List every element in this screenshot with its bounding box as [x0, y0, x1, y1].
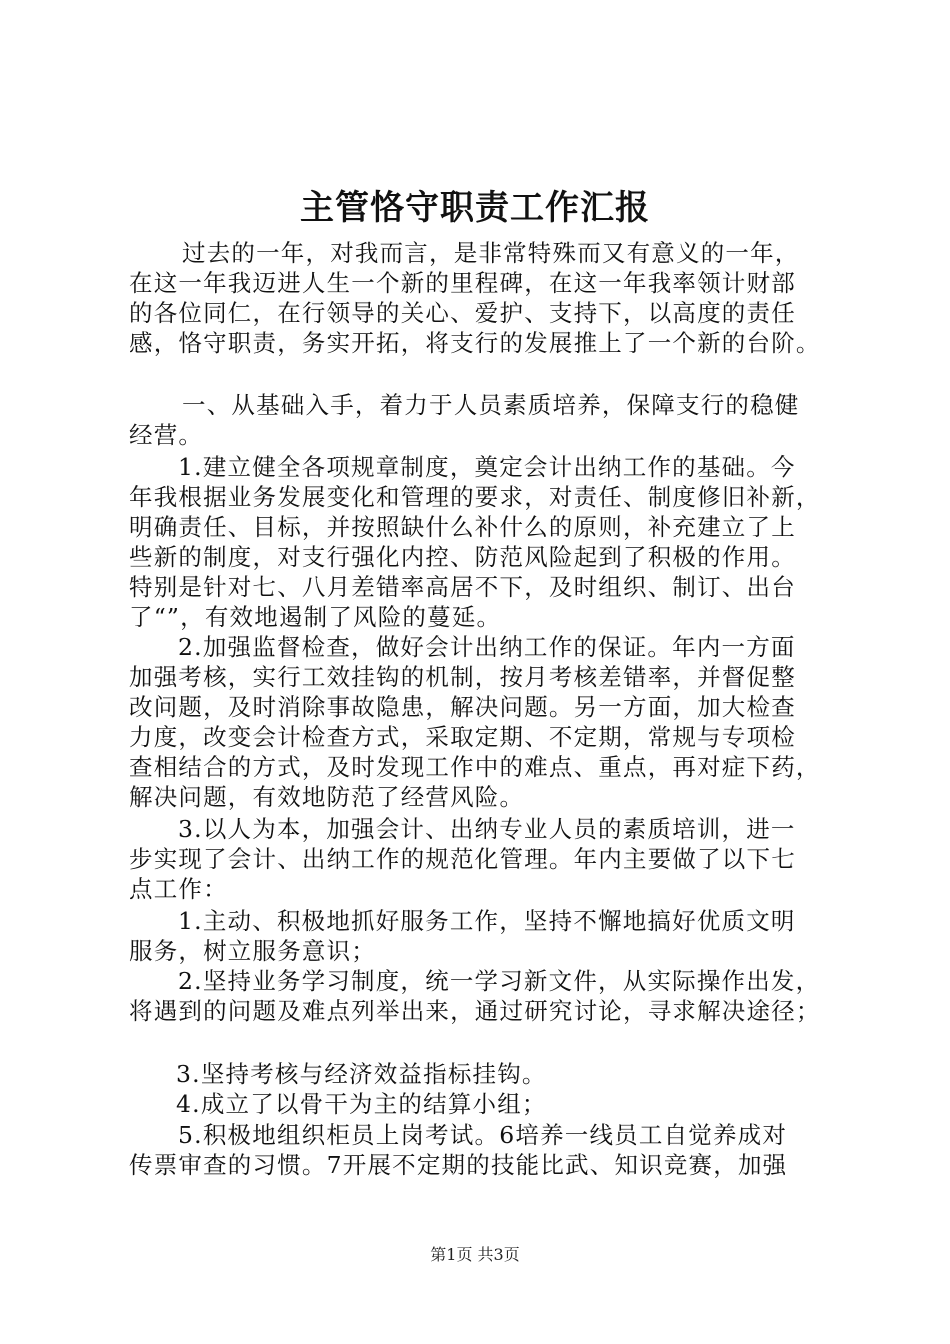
text-line: 解决问题，有效地防范了经营风险。	[129, 783, 525, 811]
text-line: 传票审查的习惯。7开展不定期的技能比武、知识竞赛，加强	[129, 1151, 788, 1179]
text-line: 特别是针对七、八月差错率高居不下，及时组织、制订、出台	[129, 573, 796, 601]
text-line: 改问题，及时消除事故隐患，解决问题。另一方面，加大检查	[129, 693, 796, 721]
text-line: 3.坚持考核与经济效益指标挂钩。	[176, 1060, 547, 1088]
document-title: 主管恪守职责工作汇报	[300, 188, 650, 228]
text-line: 过去的一年，对我而言，是非常特殊而又有意义的一年，	[182, 239, 800, 267]
text-line: 明确责任、目标，并按照缺什么补什么的原则，补充建立了上	[129, 513, 796, 541]
page-footer: 第1页 共3页	[430, 1245, 520, 1264]
text-line: 服务，树立服务意识；	[129, 937, 376, 965]
text-line: 1.主动、积极地抓好服务工作，坚持不懈地搞好优质文明	[178, 907, 796, 935]
text-line: 5.积极地组织柜员上岗考试。6培养一线员工自觉养成对	[178, 1121, 788, 1149]
text-line: 加强考核，实行工效挂钩的机制，按月考核差错率，并督促整	[129, 663, 796, 691]
text-line: 2.坚持业务学习制度，统一学习新文件，从实际操作出发，	[178, 967, 821, 995]
text-line: 经营。	[129, 421, 204, 449]
text-line: 年我根据业务发展变化和管理的要求，对责任、制度修旧补新，	[129, 483, 821, 511]
text-line: 3.以人为本，加强会计、出纳专业人员的素质培训，进一	[178, 815, 796, 843]
text-line: 的各位同仁，在行领导的关心、爱护、支持下，以高度的责任	[129, 299, 796, 327]
text-line: 力度，改变会计检查方式，采取定期、不定期，常规与专项检	[129, 723, 796, 751]
text-line: 步实现了会计、出纳工作的规范化管理。年内主要做了以下七	[129, 845, 796, 873]
text-line: 些新的制度，对支行强化内控、防范风险起到了积极的作用。	[129, 543, 796, 571]
text-line: 感，恪守职责，务实开拓，将支行的发展推上了一个新的台阶。	[129, 329, 821, 357]
text-line: 一、从基础入手，着力于人员素质培养，保障支行的稳健	[182, 391, 800, 419]
text-line: 查相结合的方式，及时发现工作中的难点、重点，再对症下药，	[129, 753, 821, 781]
text-line: 将遇到的问题及难点列举出来，通过研究讨论，寻求解决途径；	[129, 997, 821, 1025]
text-line: 点工作：	[129, 875, 228, 903]
text-line: 4.成立了以骨干为主的结算小组；	[176, 1090, 547, 1118]
text-line: 在这一年我迈进人生一个新的里程碑，在这一年我率领计财部	[129, 269, 796, 297]
text-line: 2.加强监督检查，做好会计出纳工作的保证。年内一方面	[178, 633, 796, 661]
text-line: 1.建立健全各项规章制度，奠定会计出纳工作的基础。今	[178, 453, 796, 481]
text-line: 了“”，有效地遏制了风险的蔓延。	[129, 603, 502, 631]
